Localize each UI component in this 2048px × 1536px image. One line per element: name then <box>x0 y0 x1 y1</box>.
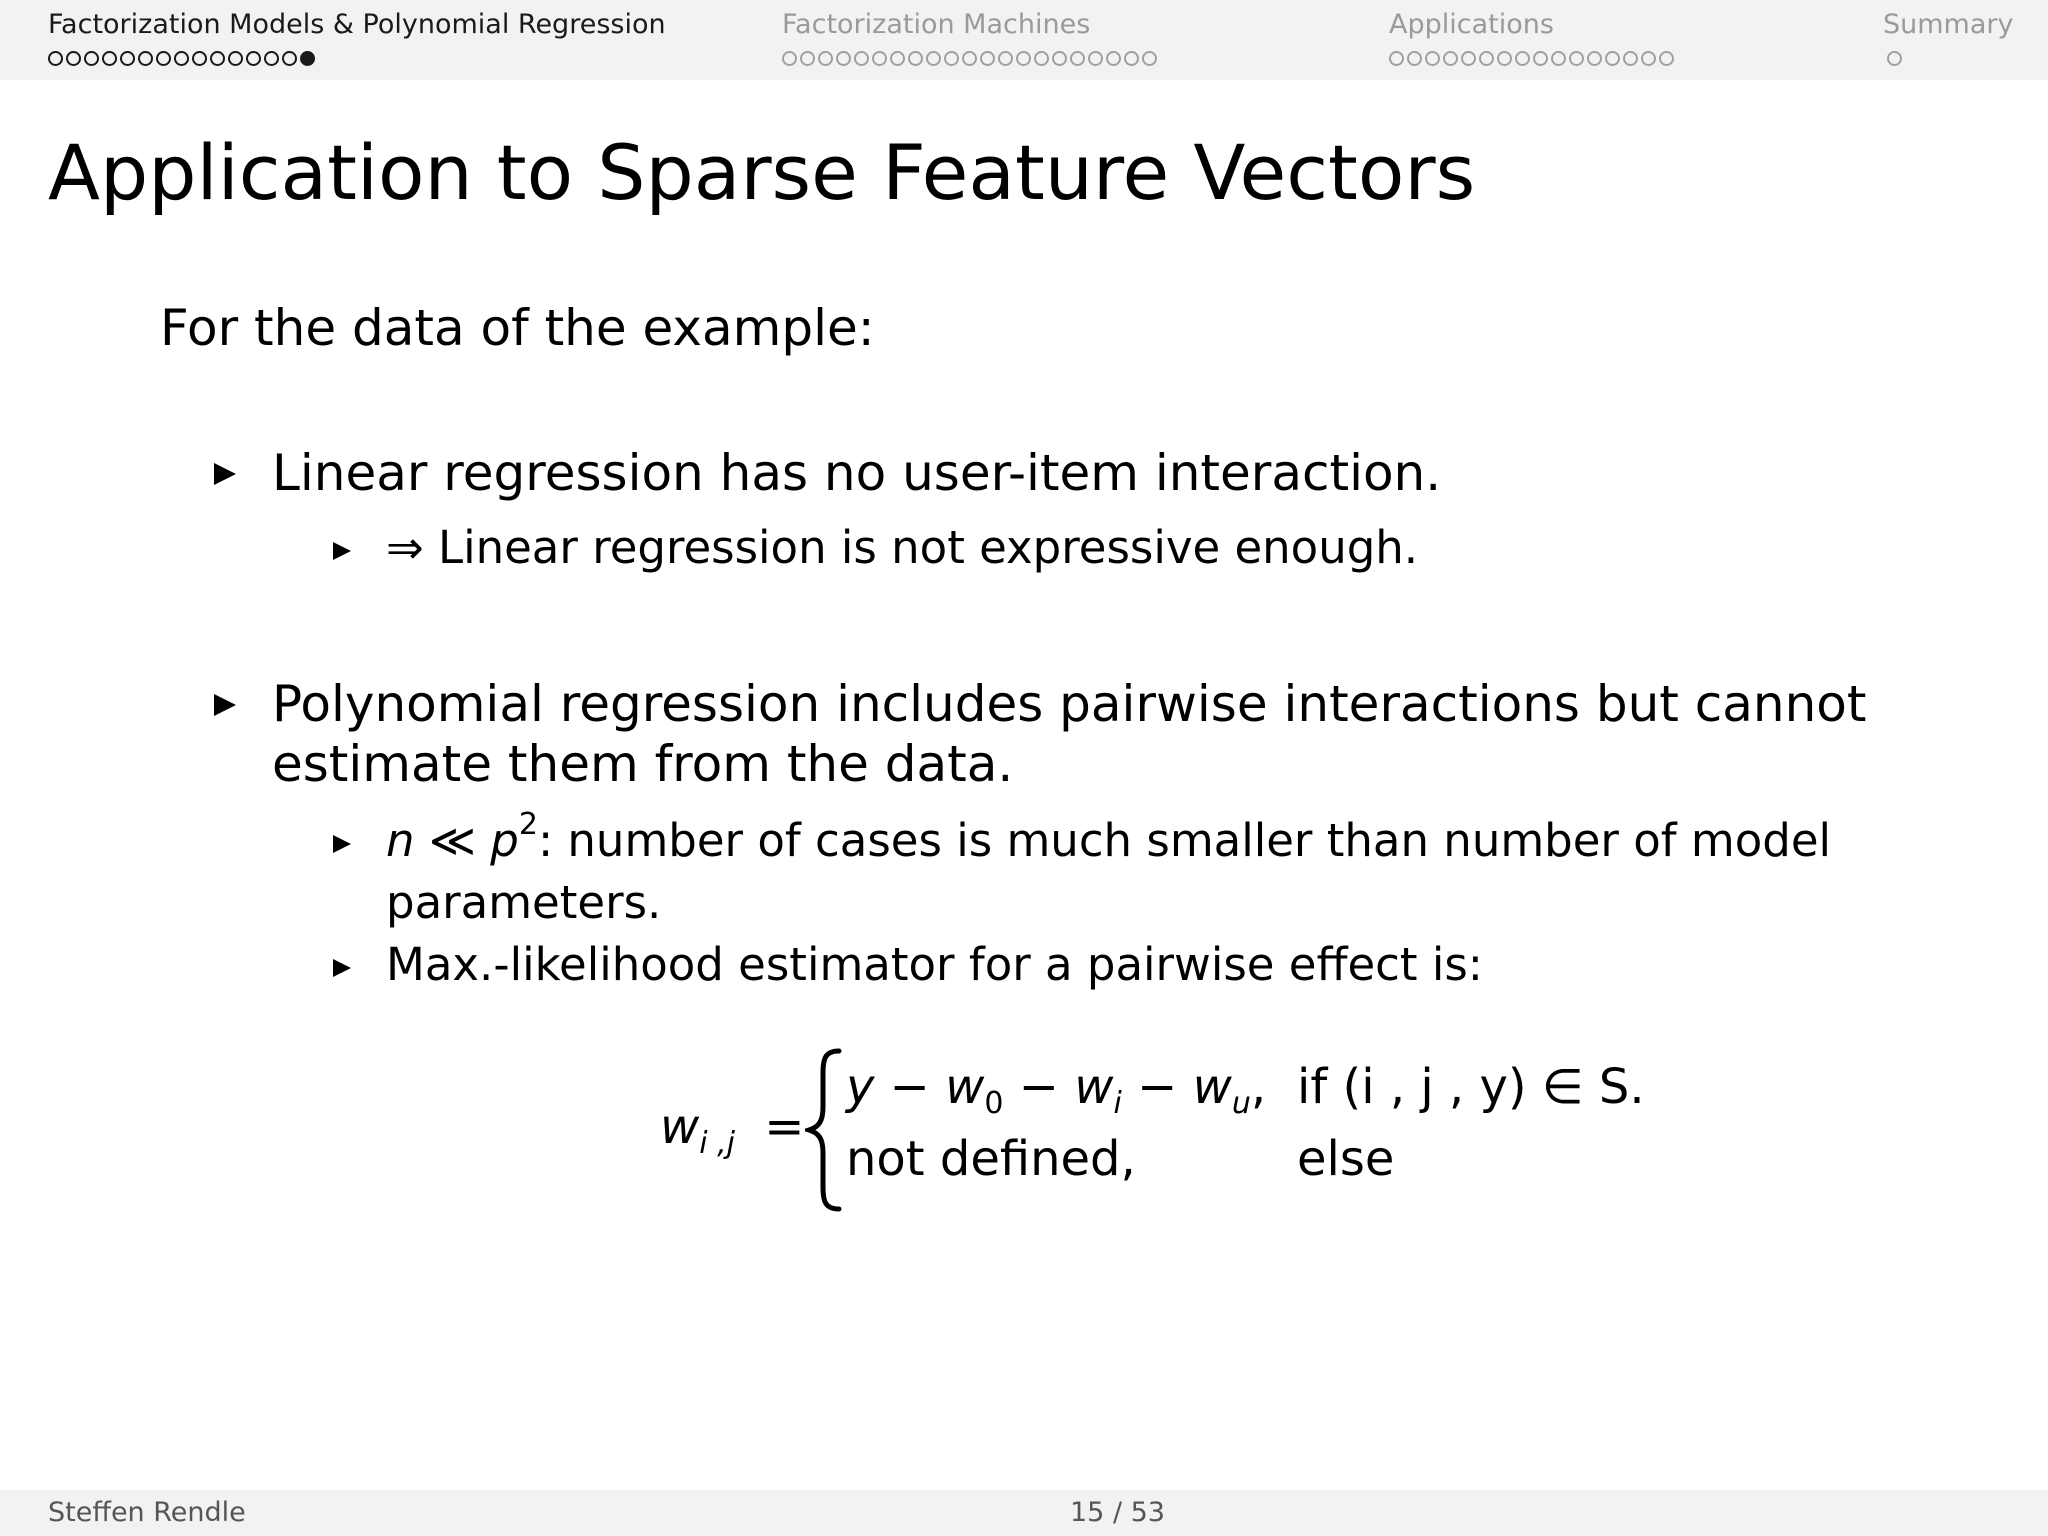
navigation-bar <box>0 0 2048 80</box>
nav-slide-dot[interactable] <box>1070 51 1085 66</box>
nav-slide-dot[interactable] <box>782 51 797 66</box>
nav-section-factorization-machines[interactable] <box>782 6 1157 68</box>
triangle-bullet-icon <box>212 443 252 503</box>
subbullet-text: : number of cases is much smaller than number of model <box>537 814 1832 867</box>
nav-slide-dot[interactable] <box>854 51 869 66</box>
nav-slide-dot[interactable] <box>48 51 63 66</box>
math-exponent: 2 <box>518 807 538 842</box>
nav-slide-dot[interactable] <box>890 51 905 66</box>
nav-section-title[interactable]: Factorization Machines <box>782 9 1091 40</box>
nav-slide-dot[interactable] <box>120 51 135 66</box>
nav-slide-dot[interactable] <box>998 51 1013 66</box>
subbullet-text-line2: parameters. <box>386 876 662 929</box>
triangle-bullet-icon <box>332 517 362 579</box>
nav-slide-dot[interactable] <box>962 51 977 66</box>
nav-section-applications[interactable] <box>1389 6 1674 68</box>
nav-slide-dot[interactable] <box>246 51 261 66</box>
nav-slide-dot[interactable] <box>800 51 815 66</box>
ml-estimator-equation <box>660 1045 1660 1215</box>
nav-section-summary[interactable] <box>1883 6 2013 68</box>
nav-slide-dot[interactable] <box>1659 51 1674 66</box>
nav-slide-dot[interactable] <box>1641 51 1656 66</box>
nav-slide-dot[interactable] <box>1407 51 1422 66</box>
nav-slide-dot[interactable] <box>1551 51 1566 66</box>
triangle-bullet-icon <box>212 674 252 734</box>
frame-title: Application to Sparse Feature Vectors <box>48 128 1476 217</box>
triangle-bullet-icon <box>332 934 362 996</box>
bullet-text: Linear regression has no user-item interaction. <box>272 444 1442 502</box>
nav-slide-dot[interactable] <box>264 51 279 66</box>
nav-slide-dot[interactable] <box>1389 51 1404 66</box>
nav-slide-dot[interactable] <box>872 51 887 66</box>
footer-author: Steffen Rendle <box>48 1497 246 1528</box>
nav-slide-dot[interactable] <box>138 51 153 66</box>
equation-lhs: $w_{i ,j}$ = <box>660 1099 805 1161</box>
intro-text: For the data of the example: <box>160 299 875 357</box>
bullet-text-line1: Polynomial regression includes pairwise interactions but cannot <box>272 675 1867 733</box>
nav-section-factorization-models[interactable] <box>48 6 666 68</box>
nav-slide-dot[interactable] <box>84 51 99 66</box>
nav-progress-dots <box>48 48 666 68</box>
nav-slide-dot[interactable] <box>1425 51 1440 66</box>
equation-case-2: not defined, <box>846 1131 1136 1187</box>
implies-arrow: ⇒ <box>386 521 424 574</box>
nav-slide-dot[interactable] <box>1088 51 1103 66</box>
math-n: n <box>386 814 415 867</box>
subbullet-text: Max.-likelihood estimator for a pairwise effect is: <box>386 938 1483 991</box>
nav-slide-dot[interactable] <box>282 51 297 66</box>
nav-slide-dot[interactable] <box>926 51 941 66</box>
nav-slide-dot[interactable] <box>1106 51 1121 66</box>
nav-slide-dot[interactable] <box>1052 51 1067 66</box>
nav-slide-dot[interactable] <box>1887 51 1902 66</box>
equation-condition-2: else <box>1297 1131 1395 1187</box>
nav-slide-dot[interactable] <box>1515 51 1530 66</box>
nav-slide-dot[interactable] <box>836 51 851 66</box>
math-much-less: ≪ <box>428 814 476 867</box>
nav-slide-dot[interactable] <box>66 51 81 66</box>
bullet-text-line2: estimate them from the data. <box>272 735 1014 793</box>
nav-slide-dot[interactable] <box>818 51 833 66</box>
nav-slide-dot[interactable] <box>156 51 171 66</box>
nav-section-title[interactable]: Summary <box>1883 9 2014 40</box>
nav-slide-dot[interactable] <box>1569 51 1584 66</box>
nav-slide-dot[interactable] <box>1034 51 1049 66</box>
nav-slide-dot[interactable] <box>300 51 315 66</box>
nav-slide-dot[interactable] <box>944 51 959 66</box>
nav-slide-dot[interactable] <box>102 51 117 66</box>
nav-slide-dot[interactable] <box>908 51 923 66</box>
nav-slide-dot[interactable] <box>1443 51 1458 66</box>
nav-slide-dot[interactable] <box>210 51 225 66</box>
nav-slide-dot[interactable] <box>1533 51 1548 66</box>
nav-slide-dot[interactable] <box>174 51 189 66</box>
nav-progress-dots <box>782 48 1157 68</box>
nav-slide-dot[interactable] <box>1623 51 1638 66</box>
nav-section-title[interactable]: Factorization Models & Polynomial Regression <box>48 9 666 40</box>
equation-condition-1: if (i , j , y) ∈ S. <box>1297 1059 1645 1115</box>
page-number: 15 / 53 <box>1070 1497 1165 1528</box>
nav-slide-dot[interactable] <box>192 51 207 66</box>
math-p: p <box>490 814 519 867</box>
nav-slide-dot[interactable] <box>1142 51 1157 66</box>
nav-slide-dot[interactable] <box>228 51 243 66</box>
nav-progress-dots <box>1389 48 1674 68</box>
nav-slide-dot[interactable] <box>1497 51 1512 66</box>
nav-slide-dot[interactable] <box>1479 51 1494 66</box>
subbullet-text: Linear regression is not expressive enough. <box>438 521 1419 574</box>
nav-section-title[interactable]: Applications <box>1389 9 1554 40</box>
nav-slide-dot[interactable] <box>1605 51 1620 66</box>
equation-case-1: $y - w_0 - w_i - w_u$, <box>846 1059 1267 1121</box>
nav-slide-dot[interactable] <box>1461 51 1476 66</box>
nav-slide-dot[interactable] <box>1016 51 1031 66</box>
footer-bar <box>0 1490 2048 1536</box>
nav-slide-dot[interactable] <box>1124 51 1139 66</box>
nav-slide-dot[interactable] <box>980 51 995 66</box>
nav-slide-dot[interactable] <box>1587 51 1602 66</box>
triangle-bullet-icon <box>332 810 362 872</box>
left-brace-icon <box>805 1045 845 1219</box>
nav-progress-dots <box>1883 48 2013 68</box>
